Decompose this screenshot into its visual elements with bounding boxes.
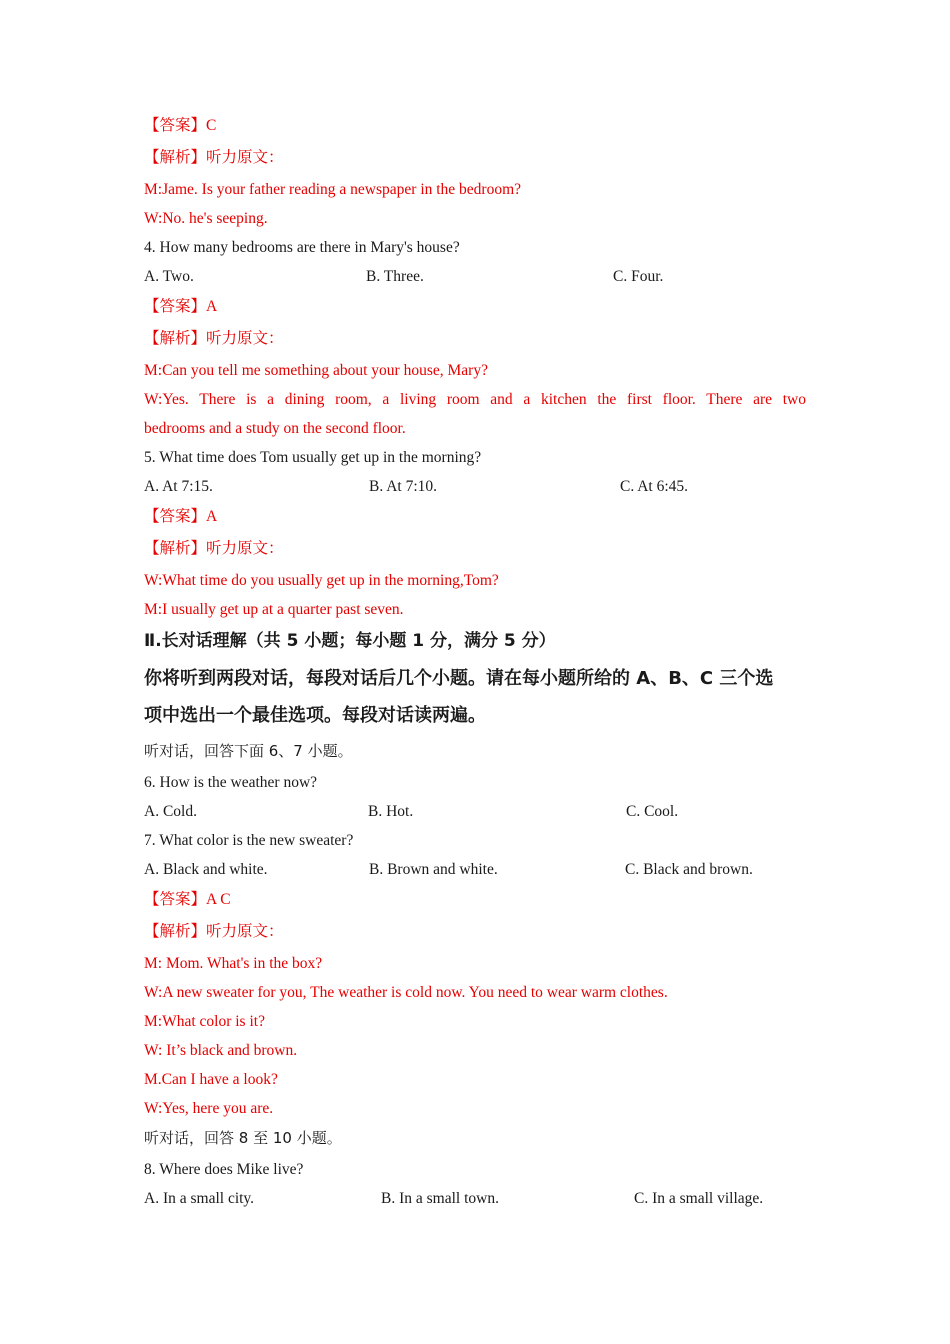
option-b: B. In a small town. (381, 1190, 499, 1207)
option-b: B. Hot. (368, 803, 414, 820)
transcript-line: bedrooms and a study on the second floor. (144, 420, 406, 437)
section-2-title: Ⅱ.长对话理解（共 5 小题；每小题 1 分，满分 5 分） (144, 631, 556, 651)
dialogue-1-intro: 听对话，回答下面 6、7 小题。 (144, 742, 353, 760)
transcript-line: M:I usually get up at a quarter past seven. (144, 601, 404, 618)
transcript-line: M:Can you tell me something about your house, Mary? (144, 362, 488, 379)
question-7: 7. What color is the new sweater? (144, 832, 354, 849)
section-2-instruction: 项中选出一个最佳选项。每段对话读两遍。 (144, 705, 486, 726)
answer-label-q5: 【答案】A (144, 508, 218, 525)
option-a: A. In a small city. (144, 1190, 255, 1207)
transcript-line: M: Mom. What's in the box? (144, 955, 323, 972)
transcript-line: W:Yes. There is a dining room, a living room and a kitchen the first floor. There are two (144, 391, 806, 408)
option-a: A. At 7:15. (144, 478, 213, 495)
option-c: C. Four. (613, 268, 664, 285)
explanation-label-q3: 【解析】听力原文： (144, 149, 284, 166)
question-8: 8. Where does Mike live? (144, 1161, 304, 1178)
answer-label-q6-7: 【答案】A C (144, 891, 231, 908)
transcript-line: W:What time do you usually get up in the morning,Tom? (144, 572, 499, 589)
option-a: A. Two. (144, 268, 194, 285)
section-2-instruction: 你将听到两段对话，每段对话后几个小题。请在每小题所给的 A、B、C 三个选 (144, 668, 774, 689)
transcript-line: M:What color is it? (144, 1013, 265, 1030)
question-4: 4. How many bedrooms are there in Mary's house? (144, 239, 460, 256)
question-5: 5. What time does Tom usually get up in the morning? (144, 449, 482, 466)
transcript-line: W:No. he's seeping. (144, 210, 268, 227)
transcript-line: W: It’s black and brown. (144, 1042, 298, 1059)
transcript-line: M:Jame. Is your father reading a newspaper in the bedroom? (144, 181, 522, 198)
option-b: B. Brown and white. (369, 861, 498, 878)
option-b: B. Three. (366, 268, 424, 285)
explanation-label-q6-7: 【解析】听力原文： (144, 923, 284, 940)
transcript-line: M.Can I have a look? (144, 1071, 278, 1088)
dialogue-2-intro: 听对话，回答 8 至 10 小题。 (144, 1129, 342, 1147)
transcript-line: W:Yes, here you are. (144, 1100, 274, 1117)
option-c: C. Cool. (626, 803, 679, 820)
answer-label-q3: 【答案】C (144, 117, 217, 134)
question-6: 6. How is the weather now? (144, 774, 318, 791)
option-a: A. Cold. (144, 803, 197, 820)
option-b: B. At 7:10. (369, 478, 438, 495)
option-c: C. In a small village. (634, 1190, 764, 1207)
option-c: C. Black and brown. (625, 861, 753, 878)
option-c: C. At 6:45. (620, 478, 689, 495)
explanation-label-q4: 【解析】听力原文： (144, 330, 284, 347)
answer-label-q4: 【答案】A (144, 298, 218, 315)
transcript-line: W:A new sweater for you, The weather is cold now. You need to wear warm clothes. (144, 984, 668, 1001)
explanation-label-q5: 【解析】听力原文： (144, 540, 284, 557)
option-a: A. Black and white. (144, 861, 268, 878)
